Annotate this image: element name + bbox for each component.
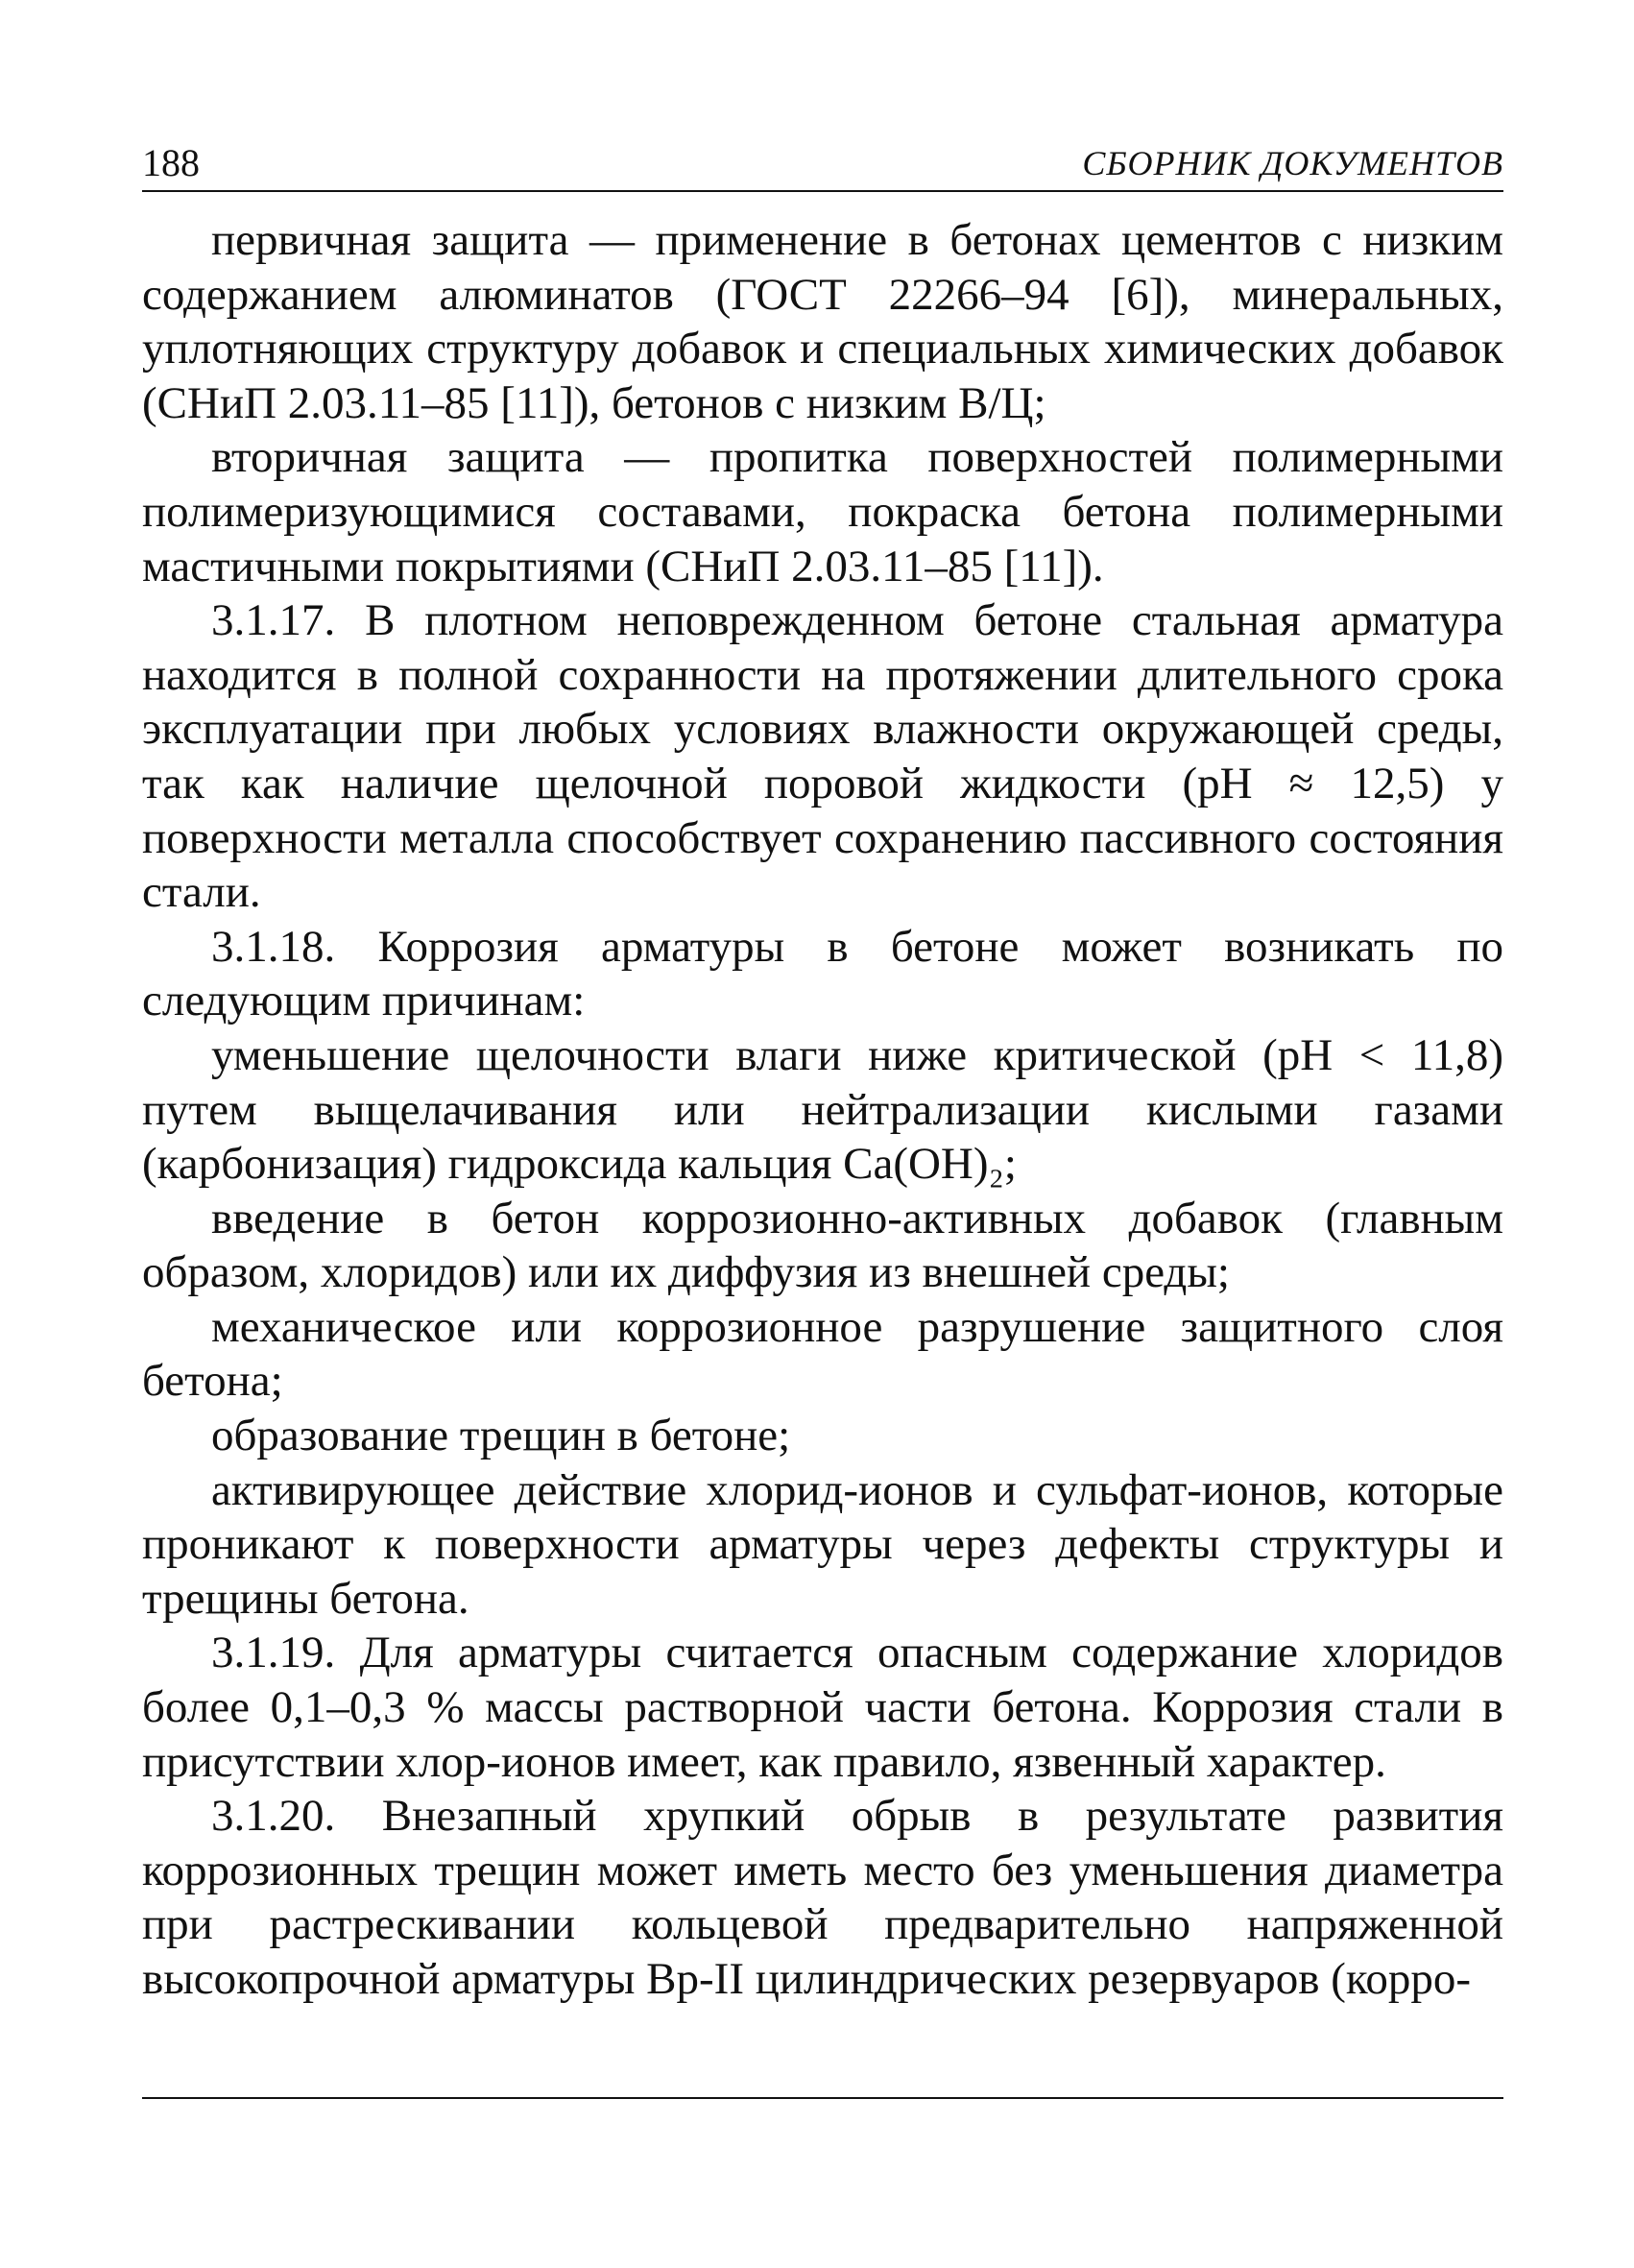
paragraph-secondary-protection: вторичная защита — пропитка поверхностей полимерными полимеризующимися составами, покраска бетона полимерными мастичными покрытиями (СНиП 2.03.11–85 [11]). [142,432,1503,591]
paragraph-3-1-19: 3.1.19. Для арматуры считается опасным содержание хлоридов более 0,1–0,3 % массы растворной части бетона. Коррозия стали в присутствии хлор-ионов имеет, как правило, язвенный характер. [142,1628,1503,1787]
paragraph-primary-protection: первичная защита — применение в бетонах цементов с низким содержанием алюминатов (ГОСТ 22266–94 [6]), минеральных, уплотняющих структуру добавок и специальных химических добавок (СНиП 2.03.11–85 [11]), бетонов с низким В/Ц; [142,215,1503,428]
list-item-cracks: образование трещин в бетоне; [211,1411,791,1461]
page-header [142,136,1503,192]
list-item-corrosive-additives: введение в бетон коррозионно-активных добавок (главным образом, хлоридов) или их диффузия из внешней среды; [142,1193,1503,1298]
paragraph-3-1-18: 3.1.18. Коррозия арматуры в бетоне может возникать по следующим причинам: [142,921,1503,1026]
page-body [142,213,1503,2007]
footer-divider [142,2097,1503,2099]
list-item-protective-layer-destruction: механическое или коррозионное разрушение защитного слоя бетона; [142,1301,1503,1407]
running-title: СБОРНИК ДОКУМЕНТОВ [1082,144,1503,182]
paragraph-3-1-20: 3.1.20. Внезапный хрупкий обрыв в результате развития коррозионных трещин может иметь место без уменьшения диаметра при растрескивании кольцевой предварительно напряженной высокопрочной арматуры Bр-II цилиндрических резервуаров (корро- [142,1791,1503,2004]
list-item-alkalinity-reduction: уменьшение щелочности влаги ниже критической (pH < 11,8) путем выщелачивания или нейтрализации кислыми газами (карбонизация) гидроксида кальция Ca(OH)₂; [142,1029,1503,1190]
list-item-ion-activation: активирующее действие хлорид-ионов и сульфат-ионов, которые проникают к поверхности арматуры через дефекты структуры и трещины бетона. [142,1464,1503,1624]
paragraph-3-1-17: 3.1.17. В плотном неповрежденном бетоне стальная арматура находится в полной сохранности на протяжении длительного срока эксплуатации при любых условиях влажности окружающей среды, так как наличие щелочной поровой жидкости (pH ≈ 12,5) у поверхности металла способствует сохранению пассивного состояния стали. [142,595,1503,918]
page-number: 188 [142,141,200,184]
